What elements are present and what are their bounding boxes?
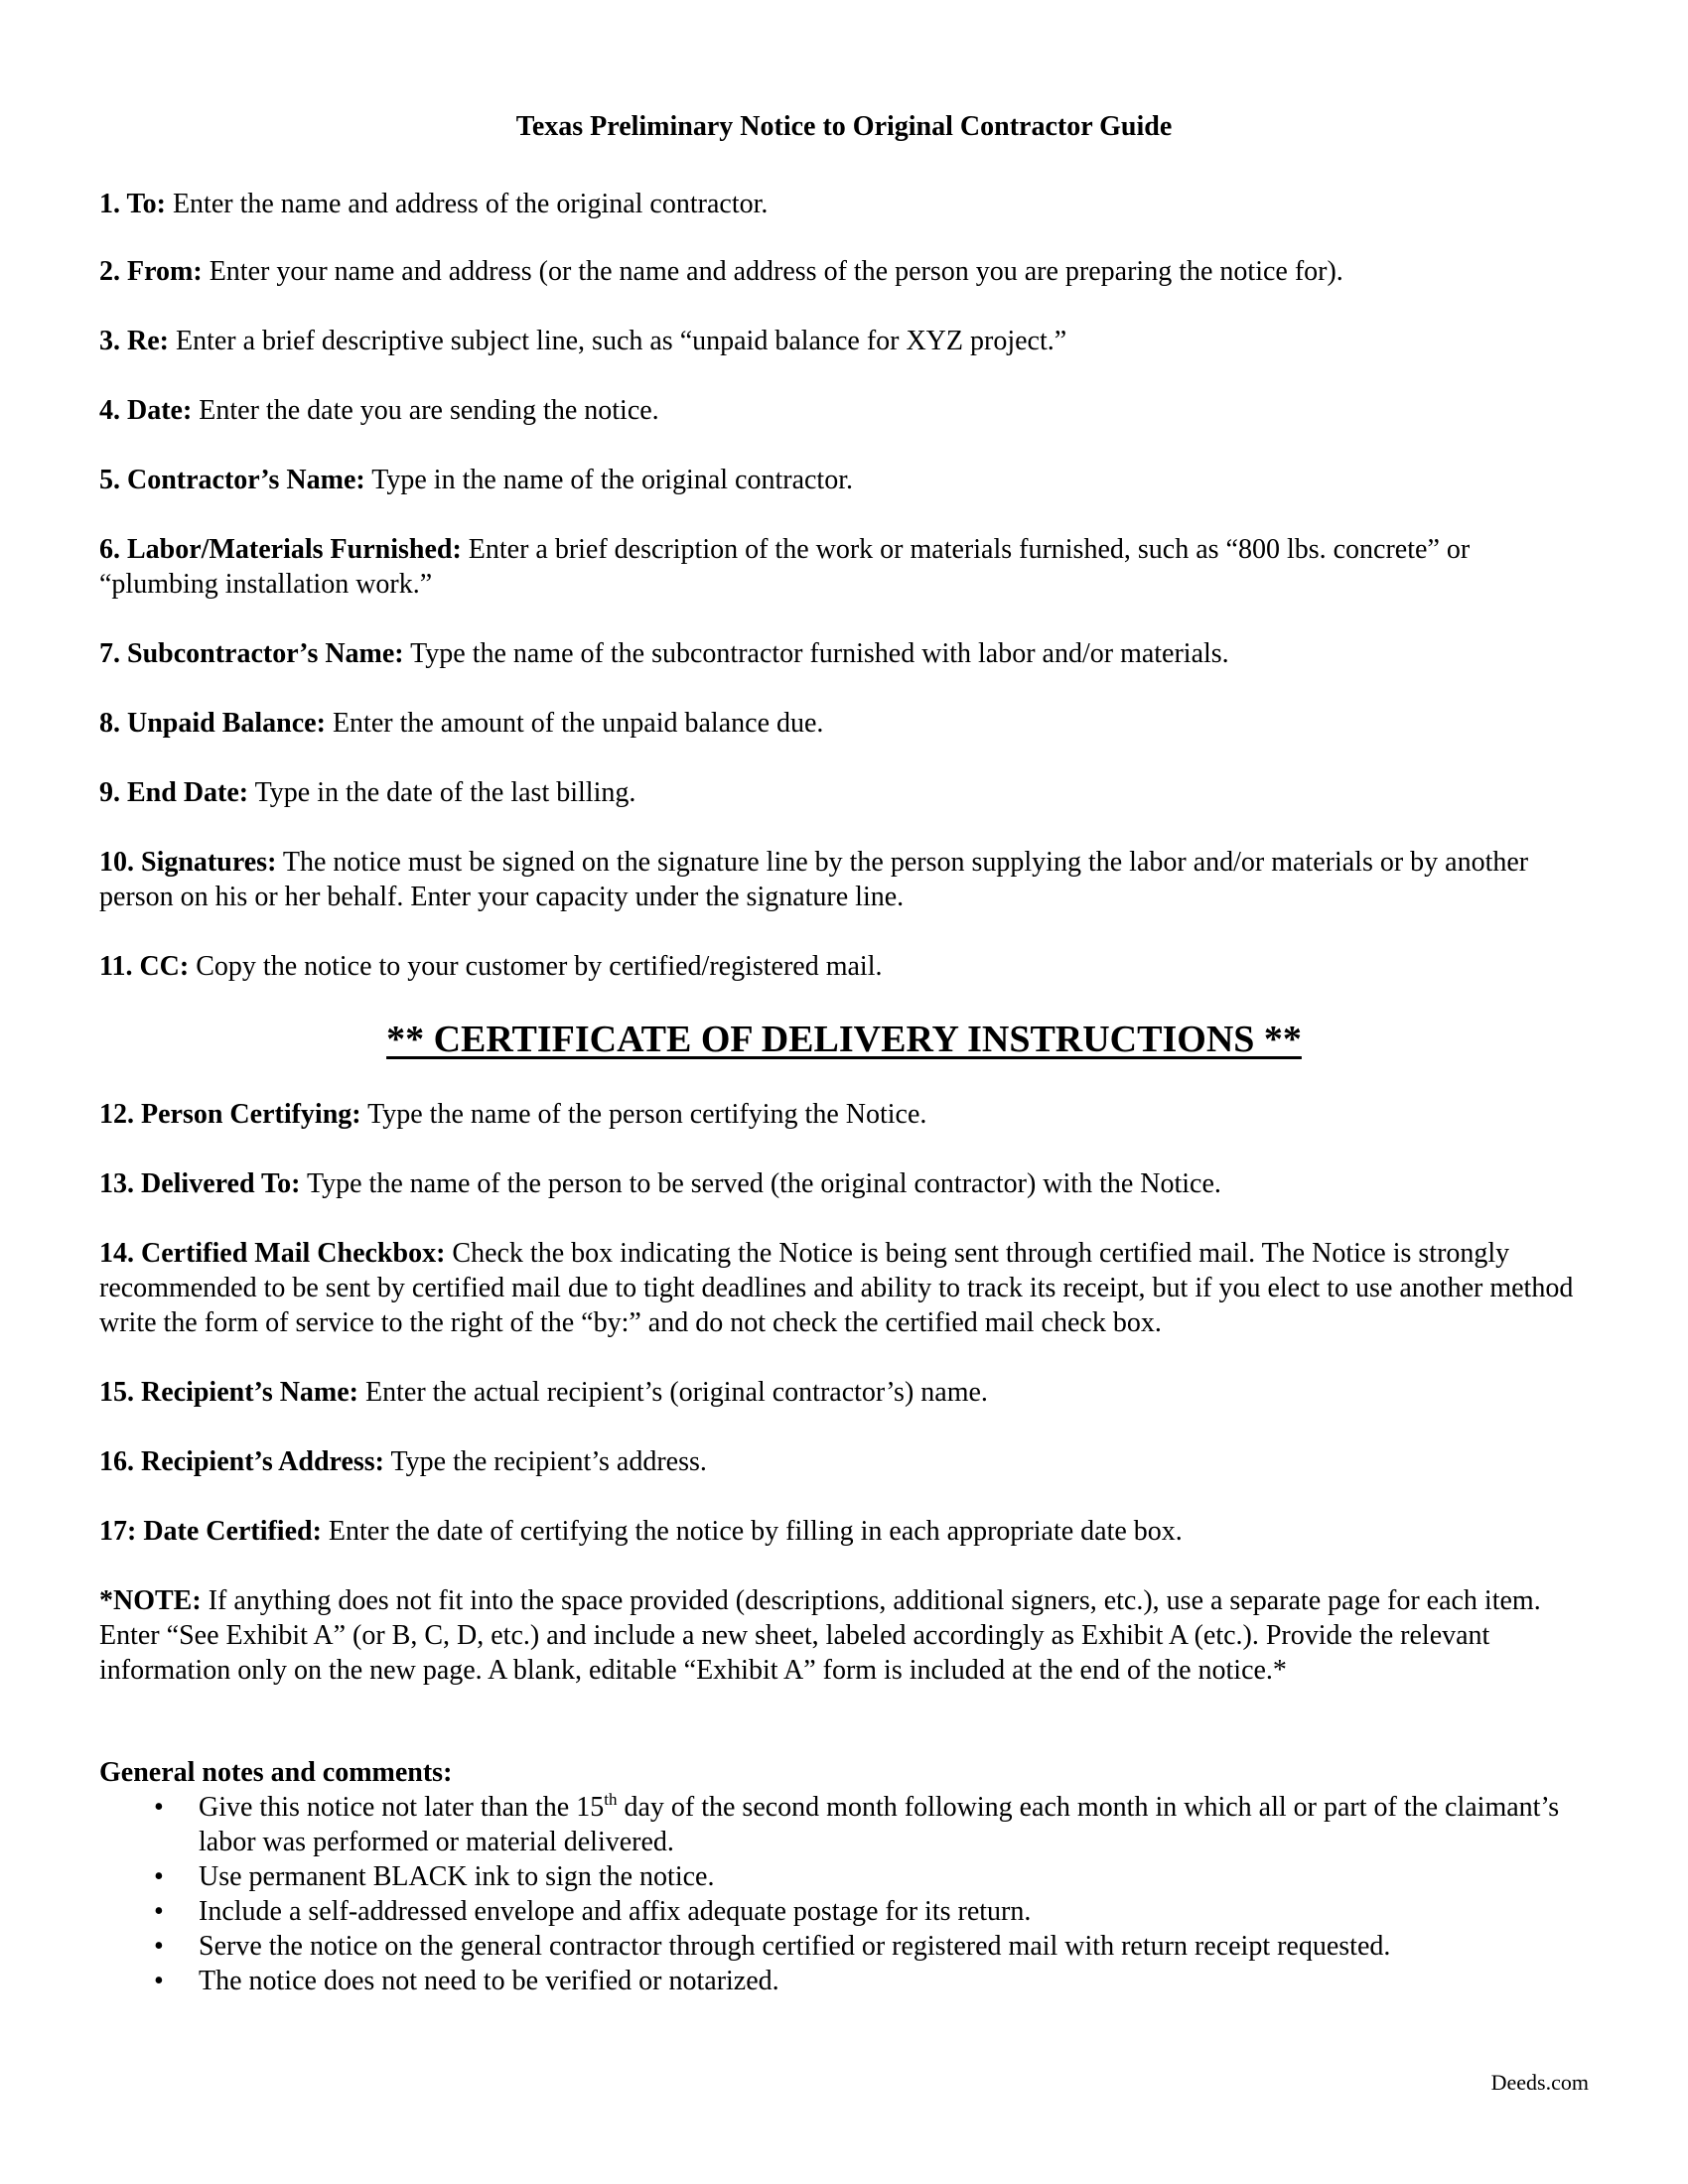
item-label: 9. End Date: (99, 777, 249, 808)
item-text: Enter the actual recipient’s (original contractor’s) name. (358, 1377, 988, 1408)
item-label: 3. Re: (99, 326, 169, 356)
item-label: 1. To: (99, 189, 166, 219)
item-label: 10. Signatures: (99, 847, 277, 878)
bullet-text: Include a self-addressed envelope and affix adequate postage for its return. (199, 1896, 1032, 1927)
item-label: 15. Recipient’s Name: (99, 1377, 359, 1408)
page-title: Texas Preliminary Notice to Original Contractor Guide (515, 111, 1173, 142)
bullet-icon: • (154, 1931, 164, 1962)
guide-item-recipient-name (99, 1375, 1589, 1410)
guide-item-unpaid-balance (99, 706, 1589, 741)
guide-item-subcontractor-name (99, 636, 1589, 671)
item-label: 4. Date: (99, 395, 193, 426)
bullet-icon: • (154, 1792, 164, 1823)
item-label: 5. Contractor’s Name: (99, 465, 365, 495)
item-text: Type in the date of the last billing. (248, 777, 636, 808)
guide-item-contractor-name (99, 463, 1589, 497)
item-text: Enter the date of certifying the notice by filling in each appropriate date box. (321, 1516, 1183, 1547)
bullet-text-before: Give this notice not later than the 15 (199, 1792, 605, 1823)
general-notes-list (99, 1790, 1589, 1998)
guide-item-person-certifying (99, 1097, 1589, 1132)
guide-item-re (99, 324, 1589, 358)
item-text: Enter your name and address (or the name and address of the person you are preparing the notice for). (202, 256, 1343, 287)
item-text: Enter the date you are sending the notice. (192, 395, 659, 426)
note-label: *NOTE: (99, 1585, 202, 1616)
guide-item-cc (99, 949, 1589, 984)
bullet-superscript: th (604, 1790, 618, 1809)
bullet-icon: • (154, 1966, 164, 1996)
item-label: 13. Delivered To: (99, 1168, 301, 1199)
guide-item-date-certified (99, 1514, 1589, 1549)
item-label: 7. Subcontractor’s Name: (99, 638, 404, 669)
item-label: 17: Date Certified: (99, 1516, 322, 1547)
item-text: The notice must be signed on the signature line by the person supplying the labor and/or materials or by another person on his or her behalf. Enter your capacity under the signature line. (99, 847, 1529, 912)
bullet-icon: • (154, 1896, 164, 1927)
bullet-text: Serve the notice on the general contractor through certified or registered mail with return receipt requested. (199, 1931, 1391, 1962)
guide-item-from (99, 254, 1589, 289)
note-text: If anything does not fit into the space provided (descriptions, additional signers, etc.), use a separate page for each item. Enter “See Exhibit A” (or B, C, D, etc.) and include a new sheet, labeled accordingly as Exhibit A (etc.). Provide the relevant information only on the new page. A blank, editable “Exhibit A” form is included at the end of the notice.* (99, 1585, 1541, 1686)
item-label: 12. Person Certifying: (99, 1099, 361, 1130)
guide-item-labor-materials (99, 532, 1589, 602)
certificate-heading-text: ** CERTIFICATE OF DELIVERY INSTRUCTIONS ** (386, 1019, 1302, 1060)
item-label: 11. CC: (99, 951, 190, 982)
bullet-text: The notice does not need to be verified or notarized. (199, 1966, 779, 1996)
list-item (99, 1790, 1589, 1859)
item-text: Type the name of the subcontractor furnished with labor and/or materials. (403, 638, 1229, 669)
guide-item-recipient-address (99, 1444, 1589, 1479)
item-label: 16. Recipient’s Address: (99, 1446, 384, 1477)
item-text: Enter a brief descriptive subject line, such as “unpaid balance for XYZ project.” (168, 326, 1067, 356)
item-text: Enter the amount of the unpaid balance due. (325, 708, 824, 739)
bullet-text-after: day of the second month following each month in which all or part of the claimant’s labor was performed or material delivered. (199, 1792, 1560, 1857)
item-text: Enter a brief description of the work or materials furnished, such as “800 lbs. concrete” or “plumbing installation work.” (99, 534, 1471, 600)
footer-brand: Deeds.com (1490, 2070, 1589, 2095)
item-text: Check the box indicating the Notice is being sent through certified mail. The Notice is strongly recommended to be sent by certified mail due to tight deadlines and ability to track its receipt, but if you elect to use another method write the form of service to the right of the “by:” and do not check the certified mail check box. (99, 1238, 1574, 1338)
guide-item-signatures (99, 845, 1589, 914)
item-label: 6. Labor/Materials Furnished: (99, 534, 462, 565)
list-item (99, 1859, 1589, 1894)
item-text: Copy the notice to your customer by certified/registered mail. (189, 951, 883, 982)
item-text: Type in the name of the original contractor. (364, 465, 853, 495)
certificate-heading (0, 1017, 1688, 1062)
list-item (99, 1929, 1589, 1964)
list-item (99, 1894, 1589, 1929)
note-paragraph (99, 1583, 1589, 1688)
item-label: 14. Certified Mail Checkbox: (99, 1238, 446, 1269)
general-notes-heading: General notes and comments: (99, 1757, 453, 1788)
item-text: Type the name of the person certifying the Notice. (360, 1099, 927, 1130)
bullet-text: Use permanent BLACK ink to sign the notice. (199, 1861, 715, 1892)
item-label: 8. Unpaid Balance: (99, 708, 326, 739)
guide-item-certified-mail-checkbox (99, 1236, 1589, 1340)
bullet-icon: • (154, 1861, 164, 1892)
guide-item-end-date (99, 775, 1589, 810)
item-text: Enter the name and address of the original contractor. (165, 189, 769, 219)
item-label: 2. From: (99, 256, 203, 287)
item-text: Type the name of the person to be served (the original contractor) with the Notice. (300, 1168, 1221, 1199)
guide-item-to (99, 187, 1589, 221)
guide-item-delivered-to (99, 1166, 1589, 1201)
guide-item-date (99, 393, 1589, 428)
list-item (99, 1964, 1589, 1998)
item-text: Type the recipient’s address. (384, 1446, 707, 1477)
